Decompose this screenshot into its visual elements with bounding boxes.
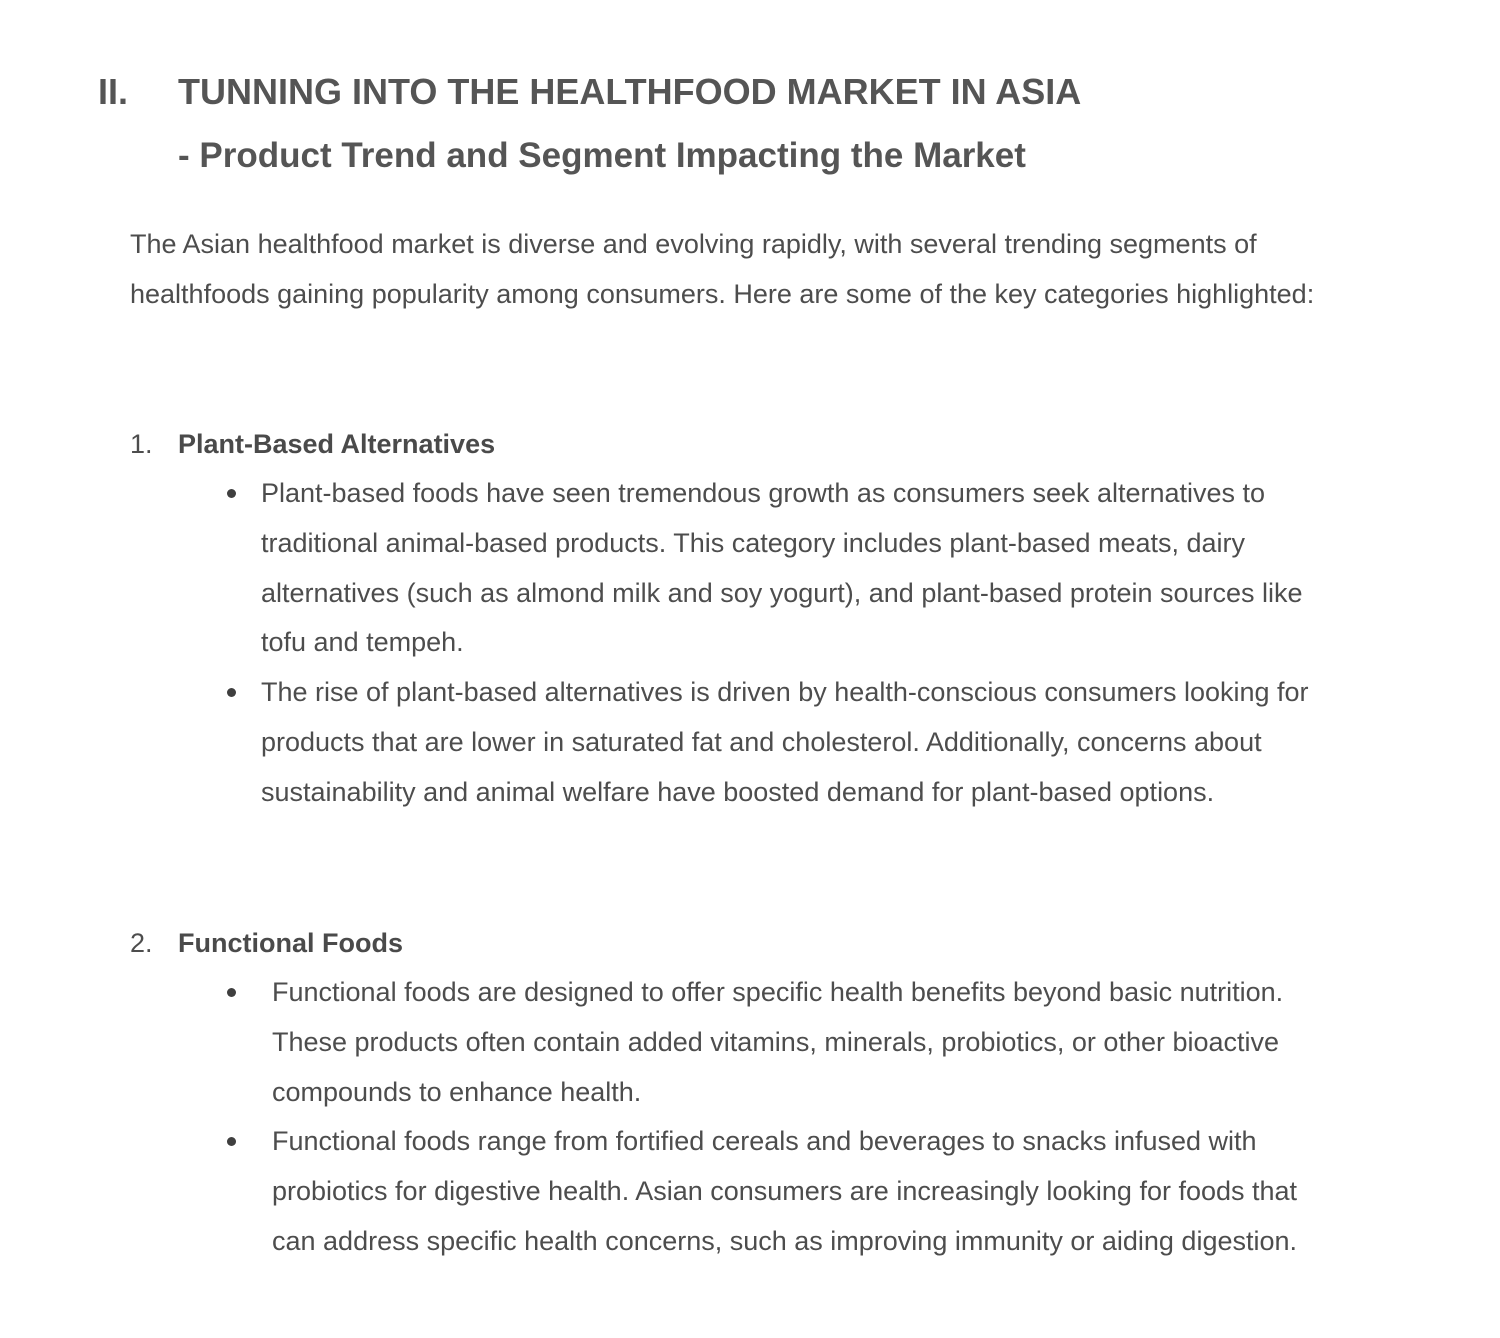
bullet-dot-icon xyxy=(227,688,236,697)
section-subtitle: - Product Trend and Segment Impacting the Market xyxy=(178,136,1026,175)
bullet-dot-icon xyxy=(227,489,236,498)
section-title: TUNNING INTO THE HEALTHFOOD MARKET IN ASIA xyxy=(178,71,1082,112)
bullet-item xyxy=(130,1117,1312,1266)
section-roman-numeral: II. xyxy=(98,71,129,112)
category-number: 2. xyxy=(130,928,153,958)
bullet-dot-icon xyxy=(227,1137,236,1146)
bullet-text: Functional foods are designed to offer specific health benefits beyond basic nutrition. These products often contain added vitamins, minerals, probiotics, or other bioactive compounds to enhance health. xyxy=(272,977,1284,1107)
category-title: Functional Foods xyxy=(178,928,403,958)
category-heading xyxy=(130,419,1330,469)
bullet-text: Plant-based foods have seen tremendous growth as consumers seek alternatives to traditional animal-based products. This category includes plant-based meats, dairy alternatives (such as almond milk and soy yogurt), and plant-based protein sources like tofu and tempeh. xyxy=(261,478,1303,658)
bullet-item xyxy=(130,968,1312,1117)
bullet-item xyxy=(130,668,1311,817)
bullet-list xyxy=(130,469,1330,818)
category-title: Plant-Based Alternatives xyxy=(178,429,496,459)
category-number: 1. xyxy=(130,429,153,459)
category-heading xyxy=(130,918,1330,968)
category-plant-based xyxy=(130,419,1330,818)
category-functional-foods xyxy=(130,918,1330,1267)
bullet-list xyxy=(130,968,1330,1267)
intro-paragraph: The Asian healthfood market is diverse and evolving rapidly, with several trending segments of healthfoods gaining popularity among consumers. Here are some of the key categories highlighted: xyxy=(130,229,1315,309)
bullet-item xyxy=(130,469,1311,668)
bullet-text: The rise of plant-based alternatives is driven by health-conscious consumers looking for products that are lower in saturated fat and cholesterol. Additionally, concerns about sustainability and animal welfare have boosted demand for plant-based options. xyxy=(261,677,1309,807)
bullet-dot-icon xyxy=(227,988,236,997)
bullet-text: Functional foods range from fortified cereals and beverages to snacks infused with probiotics for digestive health. Asian consumers are increasingly looking for foods that can address specific health concerns, such as improving immunity or aiding digestion. xyxy=(272,1126,1298,1256)
